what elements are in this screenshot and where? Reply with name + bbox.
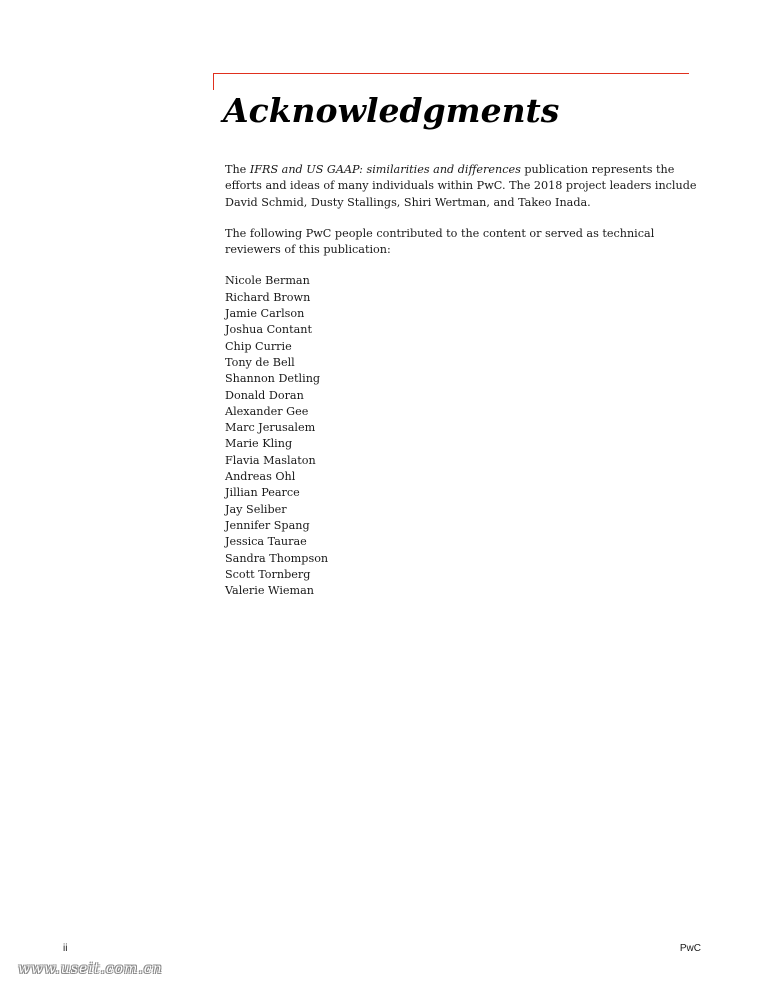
watermark: www.useit.com.cn	[18, 961, 163, 977]
contributor-name: Andreas Ohl	[225, 470, 296, 484]
contributor-name: Chip Currie	[225, 339, 292, 353]
contributor-name: Donald Doran	[225, 388, 304, 402]
contributor-name: Sandra Thompson	[225, 551, 329, 565]
intro-prefix: The	[225, 163, 250, 176]
footer-page-number: ii	[63, 943, 68, 954]
contributor-name: Joshua Contant	[225, 323, 312, 337]
contributor-name: Nicole Berman	[225, 274, 310, 288]
contributor-name: Richard Brown	[225, 290, 311, 304]
contributor-name: Shannon Detling	[225, 372, 321, 386]
contributors-intro: The following PwC people contributed to the content or served as technical reviewers of this publication:	[225, 226, 655, 257]
contributor-name: Scott Tornberg	[225, 567, 311, 581]
header-accent-rule	[213, 73, 689, 74]
contributor-name: Jessica Taurae	[225, 535, 307, 549]
publication-title: IFRS and US GAAP: similarities and differences	[249, 163, 521, 176]
contributor-name: Marie Kling	[225, 437, 293, 451]
contributor-name: Flavia Maslaton	[225, 453, 316, 467]
contributor-name: Marc Jerusalem	[225, 421, 316, 435]
contributor-name: Tony de Bell	[225, 355, 295, 369]
contributors-list	[225, 273, 700, 599]
contributor-name: Alexander Gee	[225, 404, 309, 418]
intro-suffix: publication represents the efforts and ideas of many individuals within PwC. The 2018 project leaders include David Schmid, Dusty Stallings, Shiri Wertman, and Takeo Inada.	[225, 163, 697, 209]
contributor-name: Jay Seliber	[225, 502, 287, 516]
contributor-name: Jennifer Spang	[225, 518, 310, 532]
page-title: Acknowledgments	[223, 91, 560, 130]
page-content	[225, 162, 700, 599]
contributor-name: Jamie Carlson	[225, 307, 305, 321]
intro-paragraph	[225, 162, 700, 211]
header-accent-tick	[213, 73, 214, 90]
footer-brand: PwC	[679, 943, 701, 954]
contributor-name: Jillian Pearce	[225, 486, 300, 500]
contributor-name: Valerie Wieman	[225, 584, 315, 598]
